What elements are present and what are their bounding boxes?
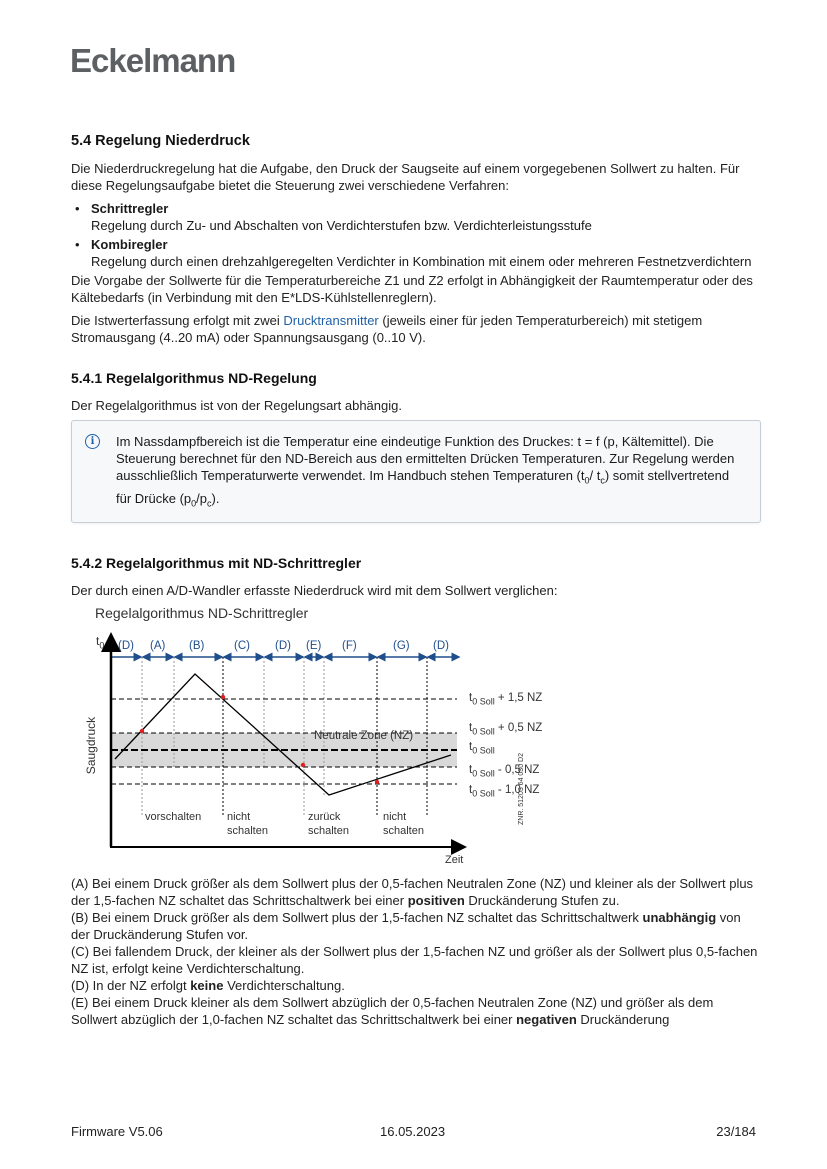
- list-item: [75, 236, 761, 270]
- bullet-text: Regelung durch einen drehzahlgeregelten Verdichter in Kombination mit einem oder mehreren Festnetzverdichtern: [91, 254, 752, 269]
- figure-id: ZNR. 51203 64 030 D2: [518, 753, 525, 826]
- firmware-version: Firmware V5.06: [71, 1124, 163, 1139]
- section-5-4-intro: Die Niederdruckregelung hat die Aufgabe, den Druck der Saugseite auf einem vorgegebenen Sollwert zu halten. Für diese Regelungsaufgabe bietet die Steuerung zwei verschiedene Verfahren:: [71, 161, 740, 193]
- info-text: Im Nassdampfbereich ist die Temperatur eine eindeutige Funktion des Druckes: t = f (p, Kältemittel). Die Steuerung berechnet für den ND-Bereich aus den ermittelten Drücken Temperaturen. Zur Regelung werden ausschließlich Temperaturwerte verwendet. Im Handbuch stehen Temperaturen ($t_0/$ $t_c$) somit stellvertretend für Drücke $(p_0/p_c)$.: [116, 434, 735, 509]
- action-label: nicht schalten: [227, 811, 268, 838]
- para3-text: (jeweils einer für jeden Temperaturbereich) mit stetigem Stromausgang (4..20 mA) oder Spannungsausgang (0..10 V).: [71, 313, 703, 345]
- desc-e: (E) Bei einem Druck kleiner als dem Sollwert abzüglich der 0,5-fachen Neutralen Zone (NZ) und größer als dem Sollwert abzüglich der 1,0-fachen NZ schaltet das Schrittschaltwerk bei einer negativen Druckänderung: [71, 995, 714, 1028]
- desc-c: (C) Bei fallendem Druck, der kleiner als der Sollwert plus der 1,5-fachen NZ und größer als der Sollwert plus 0,5-fachen NZ ist, erfolgt keine Verdichterschaltung.: [71, 944, 758, 977]
- bullet-title: Schrittregler: [91, 201, 169, 216]
- desc-a: (A) Bei einem Druck größer als dem Sollwert plus der 0,5-fachen Neutralen Zone (NZ) und kleiner als der Sollwert plus der 1,5-fachen NZ schaltet das Schrittschaltwerk bei einer positiven Druckänderung Stufen zu.: [71, 876, 754, 909]
- neutral-zone-label: Neutrale Zone (NZ): [314, 730, 414, 743]
- section-5-4-title: 5.4 Regelung Niederdruck: [71, 133, 250, 149]
- action-label: zurück schalten: [308, 811, 349, 838]
- y-axis-label: Saugdruck: [84, 717, 99, 775]
- schrittregler-diagram: Regelalgorithmus ND-Schrittregler $t_0$ Saugdruck Zeit (D) (A) (B) (C) (D) (E) (F) (G) (D) Neutrale Zone (NZ) $t_{0 Soll} + 1,5$ NZ $t_{0 Soll} + 0,5$ NZ $t_{0 Soll}$ $t_{0 Soll} - 0,5$ NZ $t_{0 Soll} - 1,0$ NZ vorschalten nicht schalten zurück schalten nicht schalten ZNR. 51203 64 030 D2: [93, 607, 613, 867]
- bullet-text: Regelung durch Zu- und Abschalten von Verdichterstufen bzw. Verdichterleistungsstufe: [91, 218, 592, 233]
- section-5-4-1-text: Der Regelalgorithmus ist von der Regelungsart abhängig.: [71, 398, 402, 413]
- info-circle-icon: i: [85, 434, 100, 449]
- desc-b: (B) Bei einem Druck größer als dem Sollwert plus der 1,5-fachen NZ schaltet das Schrittschaltwerk unabhängig von der Druckänderung Stufen vor.: [71, 910, 741, 943]
- y-axis-top-label: $t_0$: [96, 634, 105, 651]
- level-label: $t_{0 Soll}$: [469, 741, 495, 756]
- level-label: $t_{0 Soll} - 1,0$ NZ: [469, 784, 540, 799]
- bullet-title: Kombiregler: [91, 237, 168, 252]
- para3-text: Die Istwerterfassung erfolgt mit zwei: [71, 313, 284, 328]
- section-5-4-2-title: 5.4.2 Regelalgorithmus mit ND-Schrittregler: [71, 555, 362, 572]
- zone-descriptions: [71, 875, 761, 1028]
- method-list: [71, 200, 761, 270]
- level-label: $t_{0 Soll} + 0,5$ NZ: [469, 722, 543, 737]
- section-5-4-2-text: Der durch einen A/D-Wandler erfasste Niederdruck wird mit dem Sollwert verglichen:: [71, 583, 558, 599]
- level-label: $t_{0 Soll} - 0,5$ NZ: [469, 764, 540, 779]
- list-item: [75, 200, 761, 234]
- eckelmann-logo: Eckelmann: [70, 42, 236, 79]
- section-5-4-para3: [71, 312, 761, 346]
- section-5-4-1-title: 5.4.1 Regelalgorithmus ND-Regelung: [71, 370, 317, 386]
- section-5-4-para2: Die Vorgabe der Sollwerte für die Temperaturbereiche Z1 und Z2 erfolgt in Abhängigkeit der Raumtemperatur oder des Kältebedarfs (in Verbindung mit den E*LDS-Kühlstellenreglern).: [71, 273, 753, 305]
- action-label: vorschalten: [145, 811, 202, 824]
- page-content: [71, 133, 761, 1028]
- x-axis-label: Zeit: [445, 854, 464, 867]
- level-label: $t_{0 Soll} + 1,5$ NZ: [469, 692, 543, 707]
- footer-date: 16.05.2023: [380, 1124, 446, 1139]
- diagram-title: Regelalgorithmus ND-Schrittregler: [95, 605, 309, 622]
- drucktransmitter-link[interactable]: Drucktransmitter: [283, 313, 379, 328]
- info-box: [71, 420, 761, 523]
- action-label: nicht schalten: [383, 811, 424, 838]
- desc-d: (D) In der NZ erfolgt keine Verdichterschaltung.: [71, 978, 345, 994]
- page-number: 23/184: [716, 1124, 756, 1139]
